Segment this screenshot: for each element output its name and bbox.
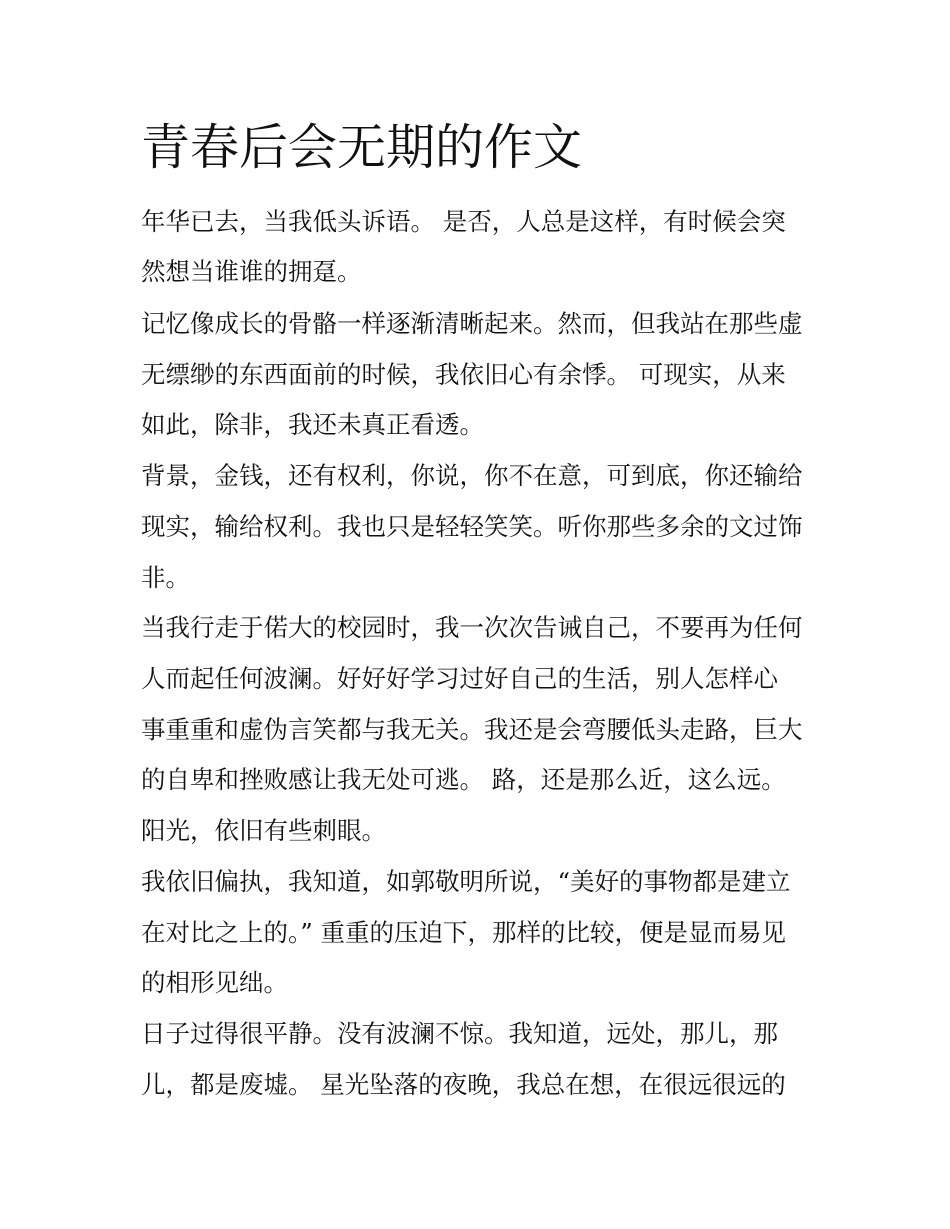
text-line: 在对比之上的。” 重重的压迫下，那样的比较，便是显而易见 <box>141 918 787 947</box>
text-line: 事重重和虚伪言笑都与我无关。我还是会弯腰低头走路，巨大 <box>141 715 803 744</box>
text-line: 人而起任何波澜。好好好学习过好自己的生活，别人怎样心 <box>141 664 778 693</box>
text-line: 的相形见绌。 <box>141 968 288 997</box>
text-line: 我依旧偏执，我知道，如郭敬明所说，“美好的事物都是建立 <box>141 867 791 896</box>
text-line: 年华已去，当我低头诉语。 是否，人总是这样，有时候会突 <box>141 207 786 236</box>
document-title: 青春后会无期的作文 <box>141 119 583 176</box>
text-line: 非。 <box>141 563 190 592</box>
text-line: 的自卑和挫败感让我无处可逃。 路，还是那么近，这么远。 <box>141 765 786 794</box>
text-line: 背景，金钱，还有权利，你说，你不在意，可到底，你还输给 <box>141 461 803 490</box>
text-line: 现实，输给权利。我也只是轻轻笑笑。听你那些多余的文过饰 <box>141 512 803 541</box>
text-line: 日子过得很平静。没有波澜不惊。我知道，远处，那儿，那 <box>141 1019 778 1048</box>
text-line: 儿，都是废墟。 星光坠落的夜晚，我总在想，在很远很远的 <box>141 1070 786 1099</box>
text-line: 当我行走于偌大的校园时，我一次次告诫自己，不要再为任何 <box>141 613 803 642</box>
text-line: 如此，除非，我还未真正看透。 <box>141 410 484 439</box>
text-line: 记忆像成长的骨骼一样逐渐清晰起来。然而，但我站在那些虚 <box>141 309 803 338</box>
text-line: 无缥缈的东西面前的时候，我依旧心有余悸。 可现实，从来 <box>141 360 786 389</box>
text-line: 然想当谁谁的拥趸。 <box>141 257 362 286</box>
text-line: 阳光，依旧有些刺眼。 <box>141 816 386 845</box>
